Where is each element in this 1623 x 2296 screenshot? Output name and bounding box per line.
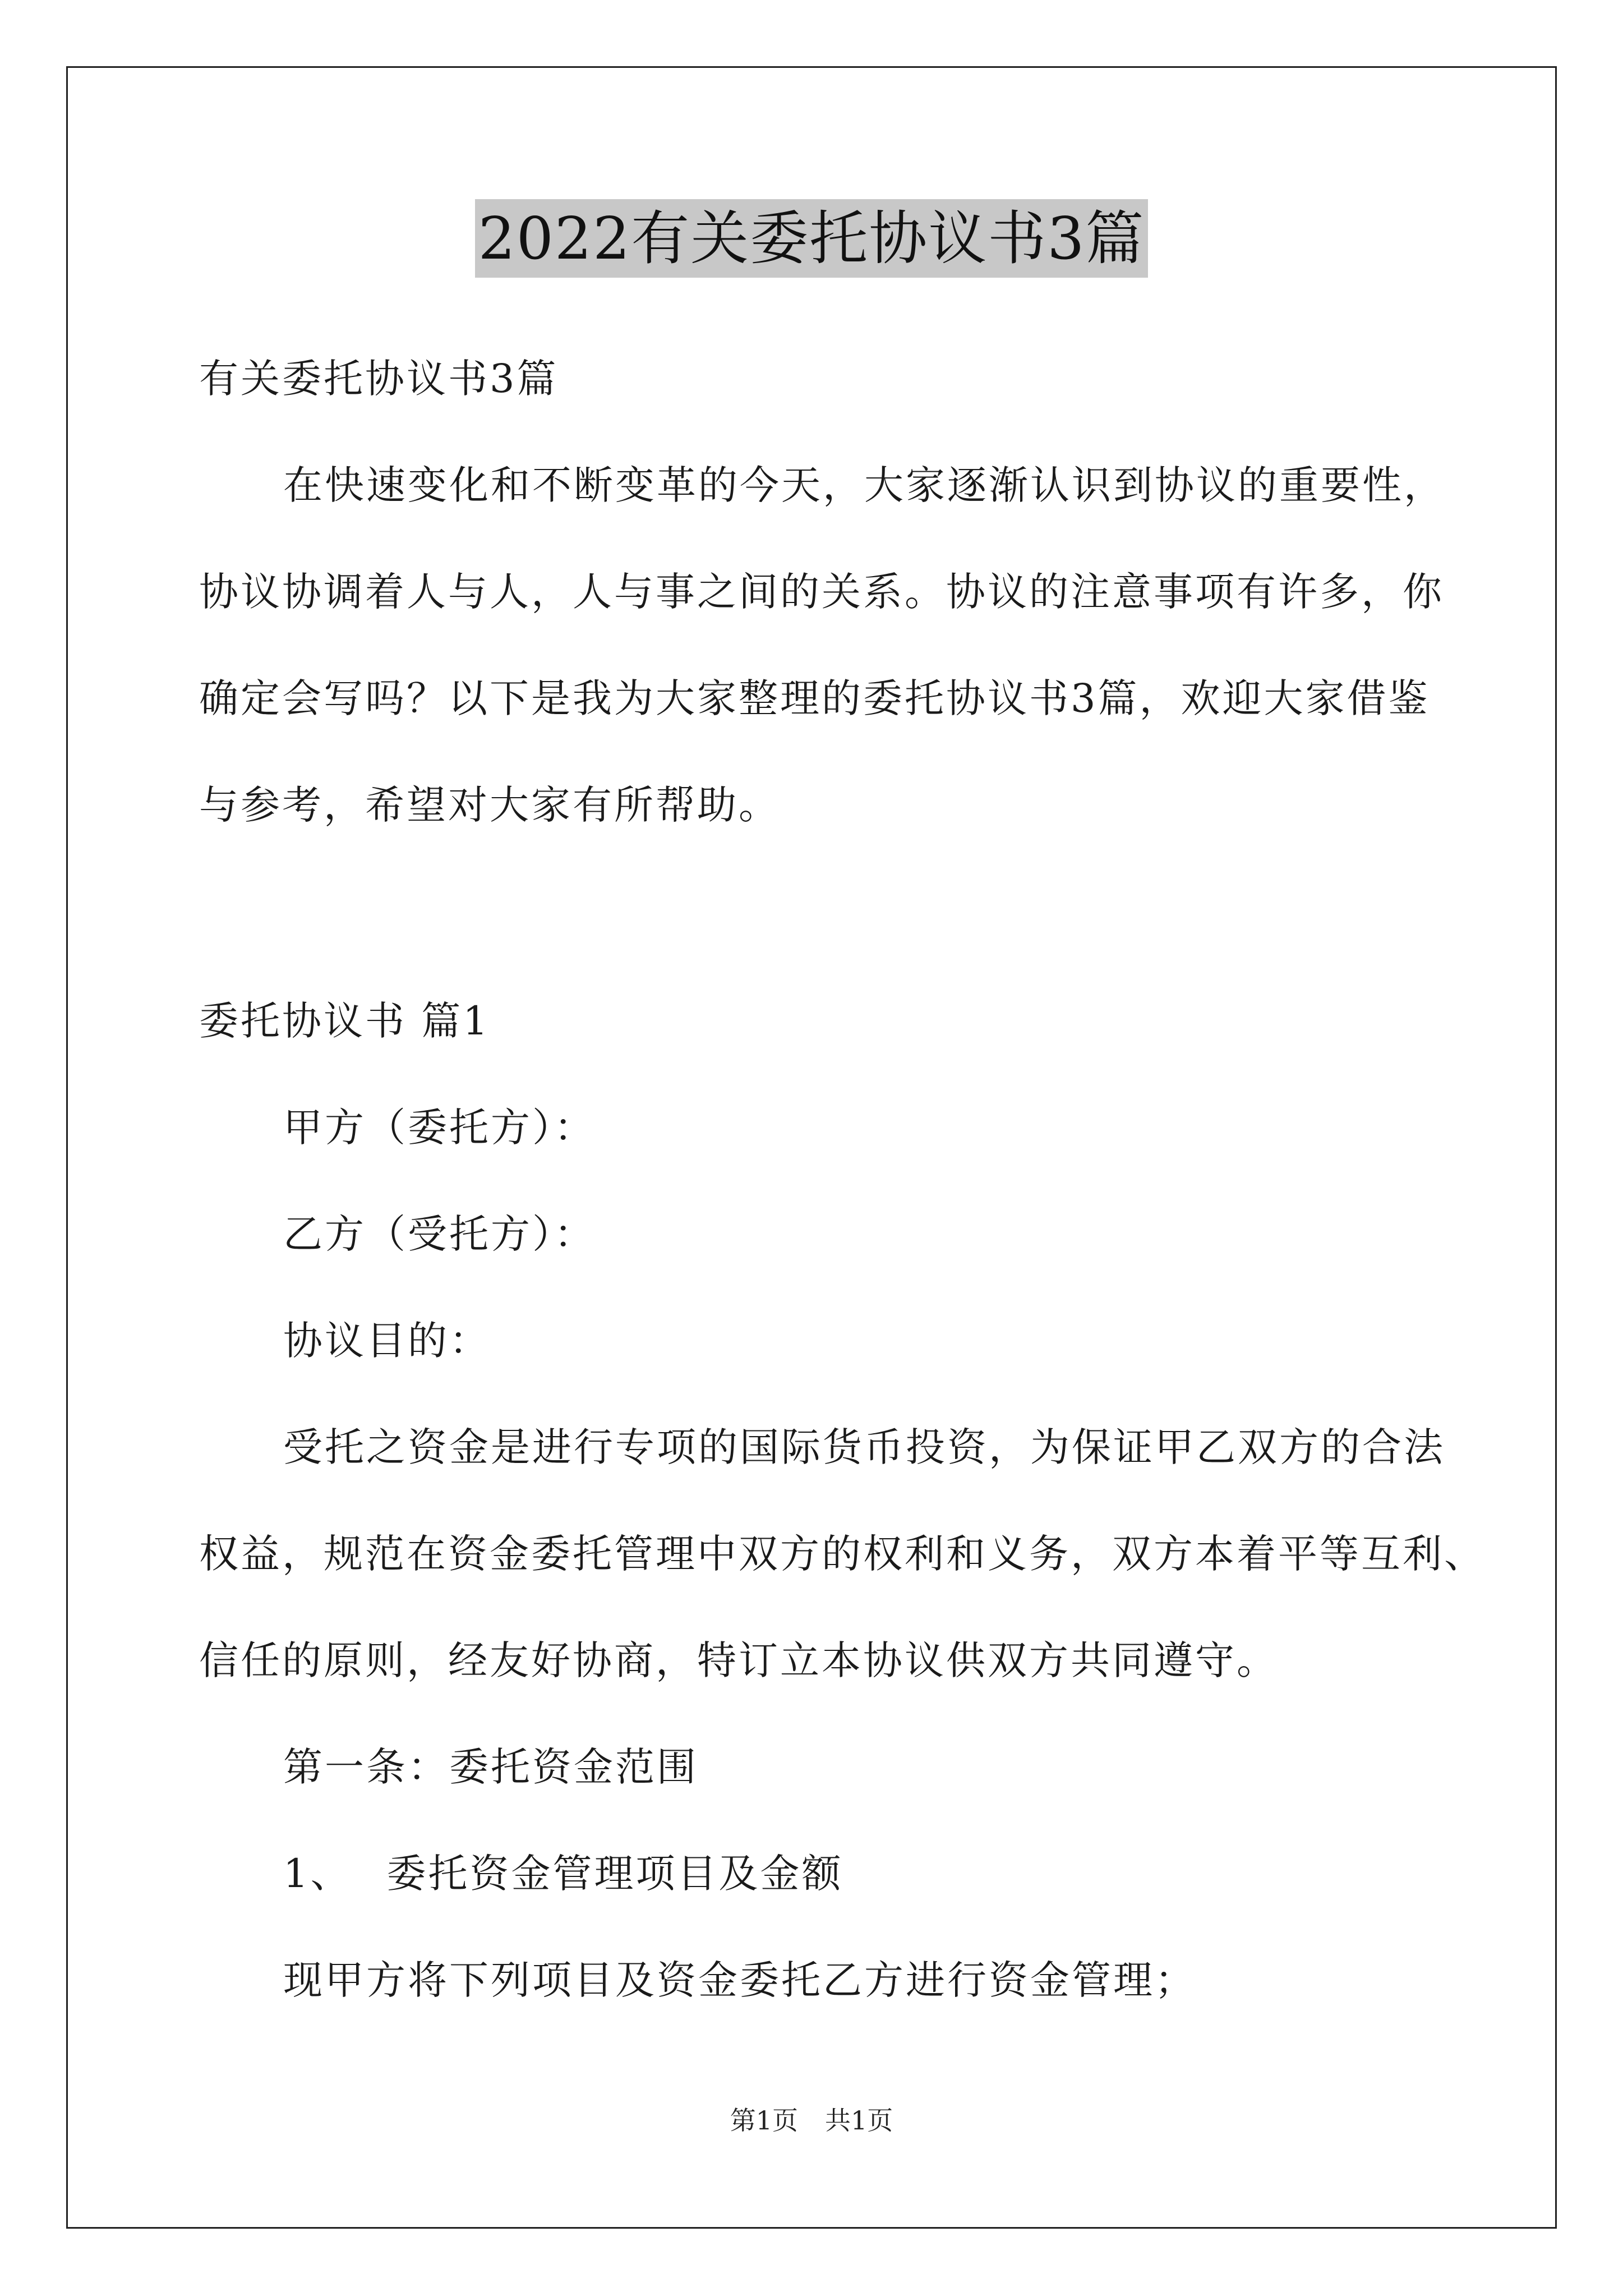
item-1 xyxy=(283,1848,843,1899)
purpose-line-2: 权益，规范在资金委托管理中双方的权利和义务，双方本着平等互利、 xyxy=(199,1531,1486,1577)
title-wrapper xyxy=(0,199,1623,278)
party-b-label: 乙方（受托方）： xyxy=(283,1211,596,1257)
intro-line-1: 在快速变化和不断变革的今天，大家逐渐认识到协议的重要性， xyxy=(283,462,1445,508)
purpose-line-3: 信任的原则，经友好协商，特订立本协议供双方共同遵守。 xyxy=(199,1637,1278,1683)
item-1-body: 现甲方将下列项目及资金委托乙方进行资金管理； xyxy=(283,1957,1196,2003)
page-number-current: 第1页 xyxy=(730,2105,798,2136)
page-footer xyxy=(0,2104,1623,2137)
document-subtitle: 有关委托协议书3篇 xyxy=(199,356,559,402)
page-number-total: 共1页 xyxy=(825,2105,893,2136)
intro-line-3: 确定会写吗？以下是我为大家整理的委托协议书3篇，欢迎大家借鉴 xyxy=(199,675,1430,721)
document-title: 2022有关委托协议书3篇 xyxy=(475,199,1149,278)
article-1-heading: 第一条：委托资金范围 xyxy=(283,1744,698,1790)
intro-line-2: 协议协调着人与人，人与事之间的关系。协议的注意事项有许多，你 xyxy=(199,569,1444,615)
item-1-text: 委托资金管理项目及金额 xyxy=(386,1851,843,1897)
intro-line-4: 与参考，希望对大家有所帮助。 xyxy=(199,782,780,828)
party-a-label: 甲方（委托方）： xyxy=(283,1105,596,1151)
section-heading: 委托协议书 篇1 xyxy=(199,998,490,1044)
item-1-number: 1、 xyxy=(283,1851,352,1897)
purpose-line-1: 受托之资金是进行专项的国际货币投资，为保证甲乙双方的合法 xyxy=(283,1424,1445,1470)
purpose-label: 协议目的： xyxy=(283,1318,491,1364)
